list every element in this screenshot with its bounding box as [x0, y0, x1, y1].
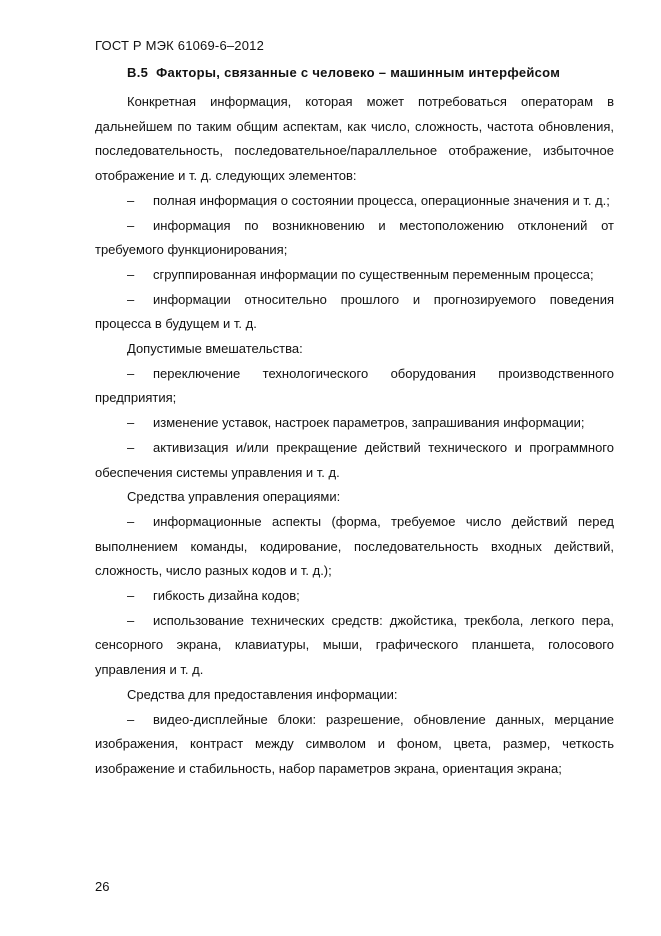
list-item: [95, 362, 614, 411]
list-item-text: полная информация о состоянии процесса, операционные значения и т. д.;: [153, 192, 610, 208]
list-item-text: информационные аспекты (форма, требуемое число действий перед выполнением команды, кодирование, последовательность входных действий, сложность, число разных кодов и т. д.);: [95, 513, 614, 579]
paragraph: Допустимые вмешательства:: [127, 341, 303, 357]
list-item-text: изменение уставок, настроек параметров, запрашивания информации;: [153, 415, 585, 431]
bullet-dash: –: [127, 415, 135, 431]
list-item: [95, 584, 614, 609]
list-item: [95, 263, 614, 288]
bullet-dash: –: [127, 192, 135, 208]
list-item: [95, 708, 614, 782]
paragraph: Конкретная информация, которая может потребоваться операторам в дальнейшем по таким общим аспектам, как число, сложность, частота обновления, последовательность, последовательное/параллельное отображение, избыточное отображение и т. д. следующих элементов:: [95, 94, 614, 184]
standard-header: ГОСТ Р МЭК 61069-6–2012: [95, 38, 265, 53]
page-number: 26: [95, 879, 110, 894]
bullet-dash: –: [127, 711, 135, 727]
bullet-dash: –: [127, 612, 135, 628]
document-body: [95, 90, 614, 782]
bullet-dash: –: [127, 513, 135, 529]
bullet-dash: –: [127, 291, 135, 307]
list-item-text: переключение технологического оборудования производственного предприятия;: [95, 365, 614, 406]
bullet-dash: –: [127, 266, 135, 282]
bullet-dash: –: [127, 365, 135, 381]
list-item: [95, 436, 614, 485]
paragraph: Средства для предоставления информации:: [127, 686, 398, 702]
list-item: [95, 288, 614, 337]
list-item-text: видео-дисплейные блоки: разрешение, обновление данных, мерцание изображения, контраст между символом и фоном, цвета, размер, четкость изображение и стабильность, набор параметров экрана, ориентация экрана;: [95, 711, 614, 776]
section-heading: [127, 65, 560, 80]
list-item: [95, 411, 614, 436]
list-item-text: информация по возникновению и местоположению отклонений от требуемого функционирования;: [95, 217, 614, 258]
section-title-text: Факторы, связанные с человеко – машинным интерфейсом: [156, 65, 561, 80]
list-item-text: активизация и/или прекращение действий технического и программного обеспечения системы управления и т. д.: [95, 439, 614, 480]
bullet-dash: –: [127, 217, 135, 233]
list-item: [95, 189, 614, 214]
section-number: В.5: [127, 65, 149, 80]
list-item: [95, 609, 614, 683]
paragraph: Средства управления операциями:: [127, 489, 341, 505]
list-item-text: информации относительно прошлого и прогнозируемого поведения процесса в будущем и т. д.: [95, 291, 614, 332]
list-item: [95, 510, 614, 584]
bullet-dash: –: [127, 439, 135, 455]
list-item-text: использование технических средств: джойстика, трекбола, легкого пера, сенсорного экрана, клавиатуры, мыши, графического планшета, голосового управления и т. д.: [95, 612, 614, 678]
list-item: [95, 214, 614, 263]
bullet-dash: –: [127, 588, 135, 604]
list-item-text: гибкость дизайна кодов;: [153, 588, 300, 604]
list-item-text: сгруппированная информации по существенным переменным процесса;: [153, 266, 594, 282]
